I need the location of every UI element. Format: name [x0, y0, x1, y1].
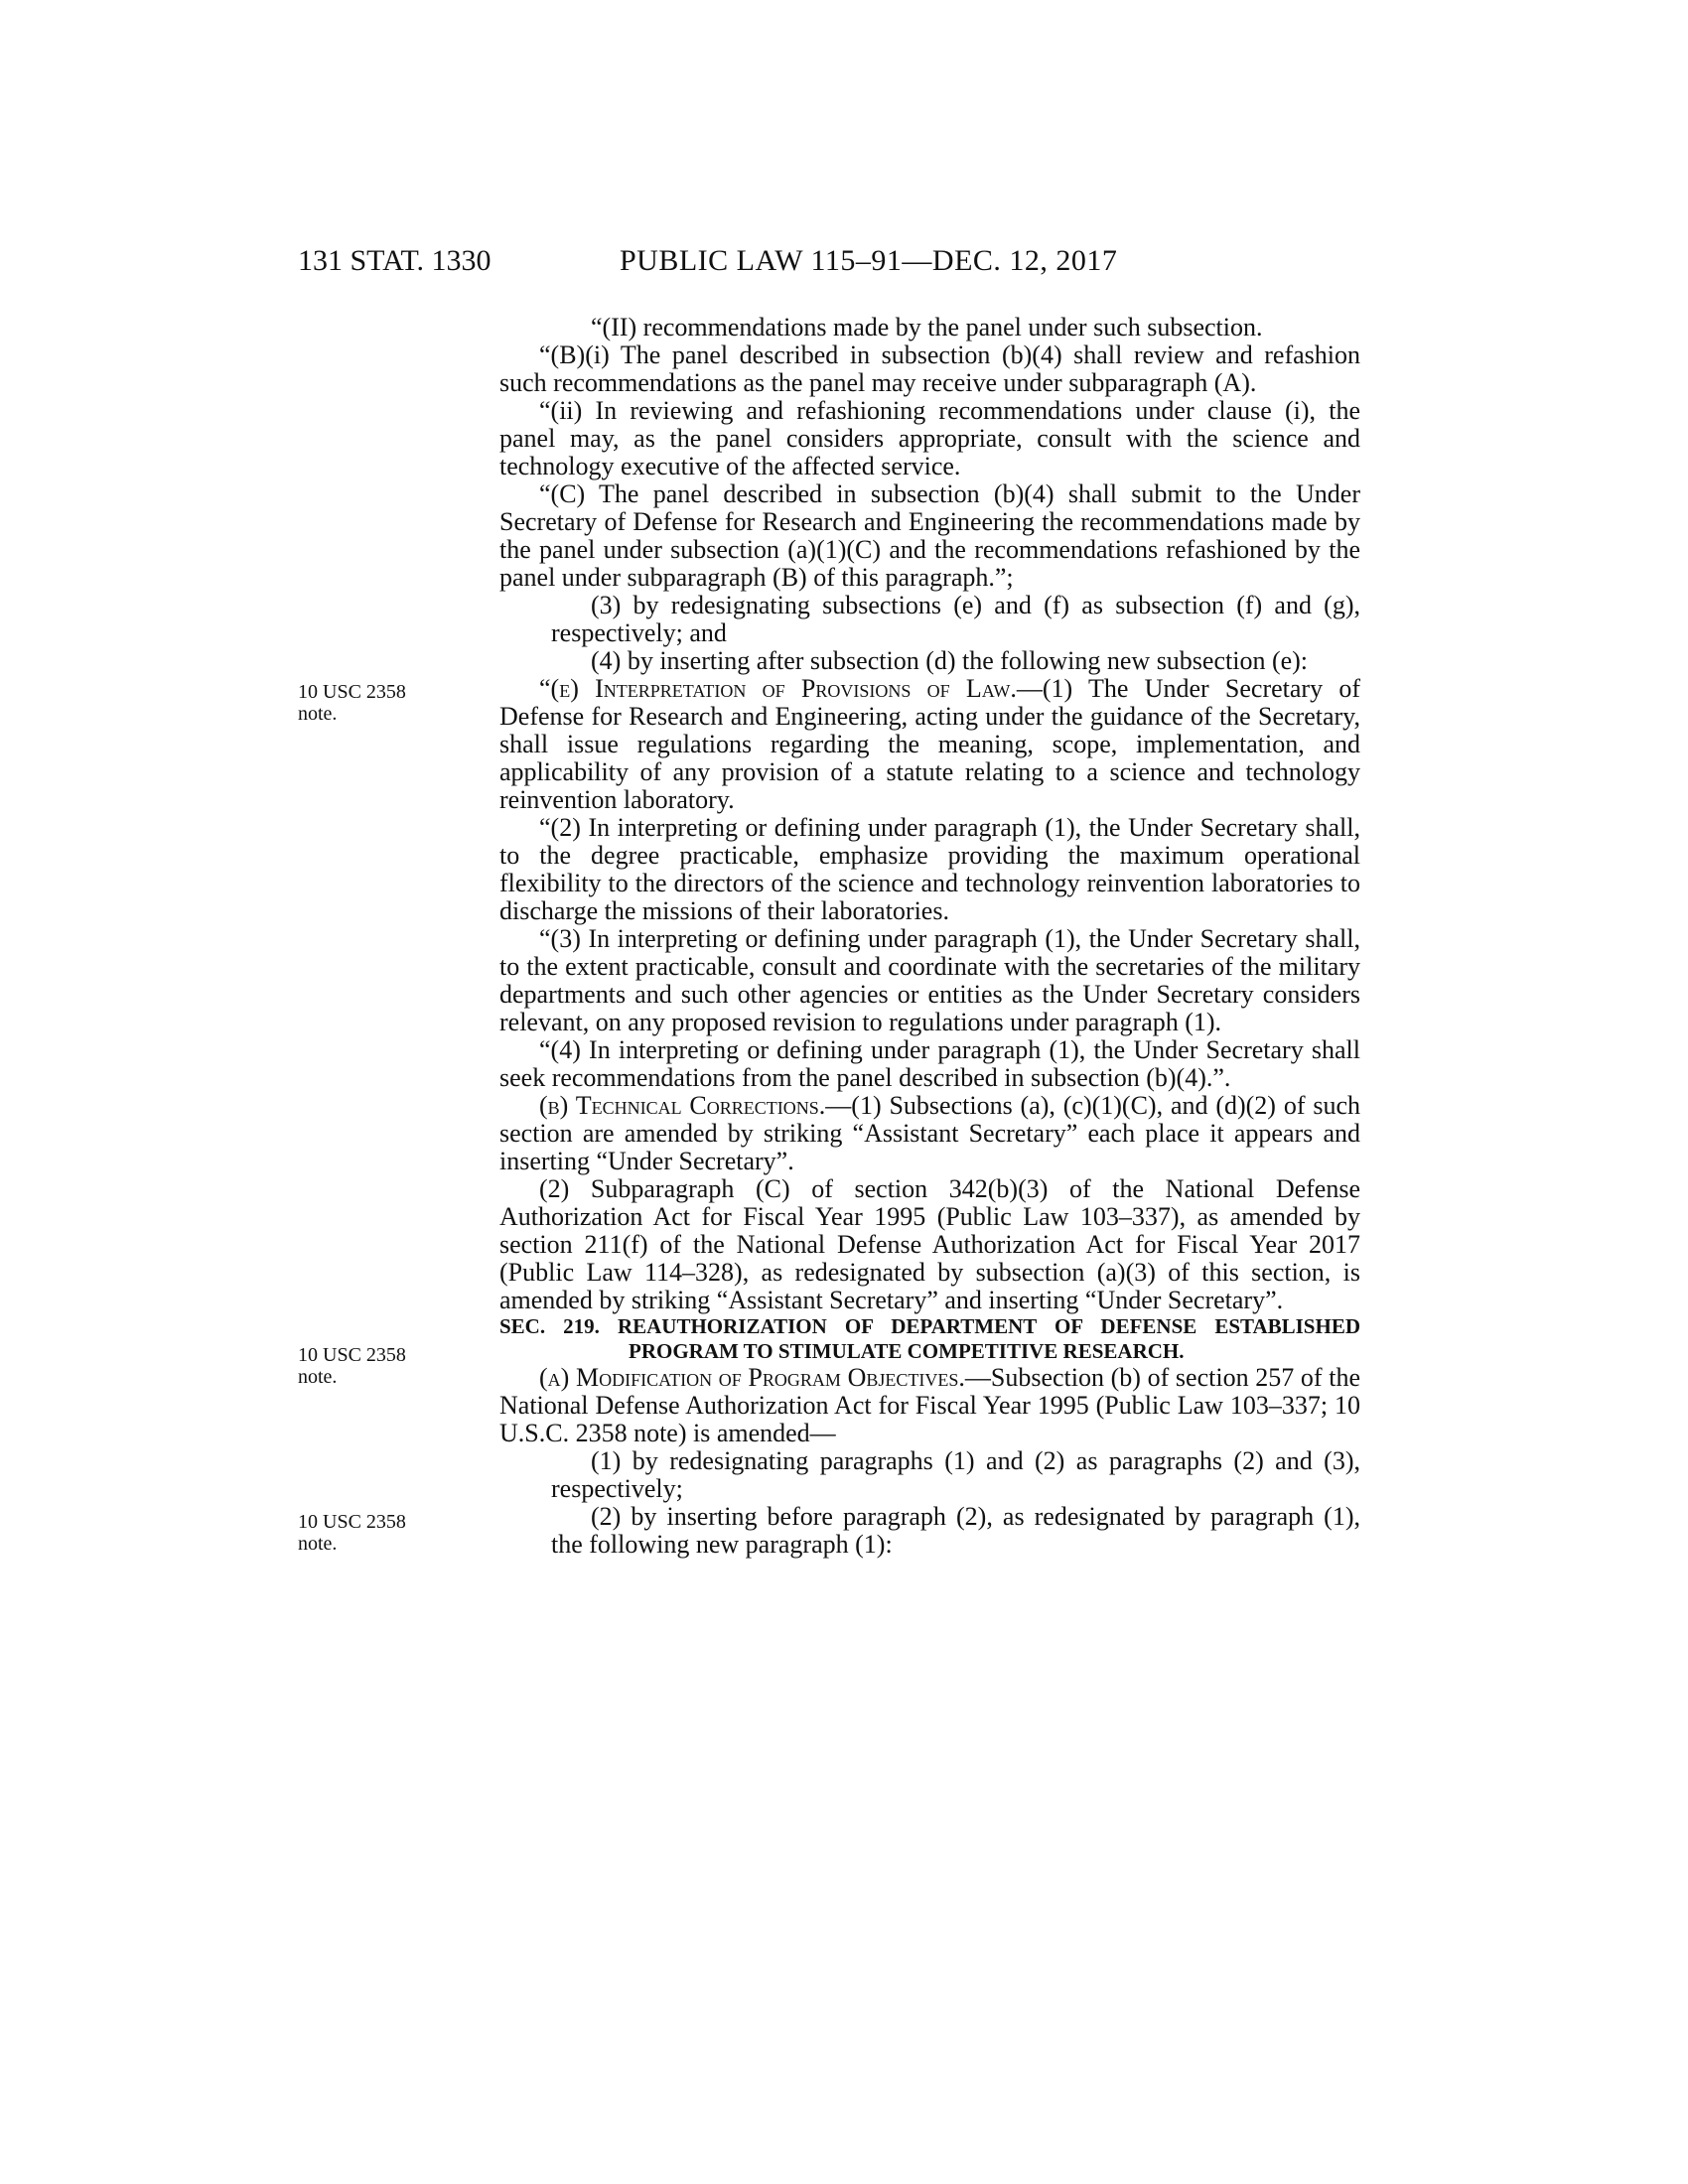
- paragraph: (2) Subparagraph (C) of section 342(b)(3) of the National Defense Authorization Act for Fiscal Year 1995 (Public Law 103–337), as amended by section 211(f) of the National Defense Authorization Act for Fiscal Year 2017 (Public Law 114–328), as redesignated by subsection (a)(3) of this section, is amended by striking “Assistant Secretary” and inserting “Under Secretary”.: [499, 1174, 1360, 1314]
- paragraph: (1) by redesignating paragraphs (1) and (2) as paragraphs (2) and (3), respectively;: [551, 1446, 1360, 1503]
- paragraph: [499, 1364, 1360, 1447]
- section-heading: SEC. 219. REAUTHORIZATION OF DEPARTMENT OF DEFENSE ESTABLISHED PROGRAM TO STIMULATE COMPETITIVE RESEARCH.: [499, 1314, 1360, 1363]
- margin-note-suffix: note.: [298, 1366, 338, 1388]
- paragraph-text: —(1) The Under Secretary of Defense for Research and Engineering, acting under the guidance of the Secretary, shall issue regulations regarding the meaning, scope, implementation, and applicability of any provision of a statute relating to a science and technology reinvention laboratory.: [499, 674, 1361, 814]
- margin-note: [298, 681, 427, 725]
- paragraph: “(ii) In reviewing and refashioning recommendations under clause (i), the panel may, as the panel considers appropriate, consult with the science and technology executive of the affected service.: [499, 396, 1360, 480]
- margin-note-suffix: note.: [298, 1533, 338, 1555]
- page-body: [499, 314, 1360, 1559]
- paragraph: “(B)(i) The panel described in subsection (b)(4) shall review and refashion such recommendations as the panel may receive under subparagraph (A).: [499, 341, 1360, 397]
- margin-note: [298, 1511, 427, 1555]
- paragraph: (2) by inserting before paragraph (2), as redesignated by paragraph (1), the following new paragraph (1):: [551, 1502, 1360, 1559]
- paragraph: (3) by redesignating subsections (e) and (f) as subsection (f) and (g), respectively; and: [551, 591, 1360, 647]
- margin-note-citation: 10 USC 2358: [298, 1344, 406, 1366]
- subsection-heading: (a) Modification of Program Objectives.: [539, 1363, 965, 1392]
- page-header: [0, 244, 1688, 284]
- paragraph: “(4) In interpreting or defining under paragraph (1), the Under Secretary shall seek recommendations from the panel described in subsection (b)(4).”.: [499, 1035, 1360, 1092]
- paragraph: “(C) The panel described in subsection (b)(4) shall submit to the Under Secretary of Defense for Research and Engineering the recommendations made by the panel under subsection (a)(1)(C) and the recommendations refashioned by the panel under subparagraph (B) of this paragraph.”;: [499, 479, 1360, 592]
- running-title: PUBLIC LAW 115–91—DEC. 12, 2017: [620, 244, 1118, 277]
- statute-page-number: 131 STAT. 1330: [298, 244, 492, 277]
- subsection-heading: (b) Technical Corrections.: [539, 1091, 826, 1120]
- paragraph: “(2) In interpreting or defining under paragraph (1), the Under Secretary shall, to the degree practicable, emphasize providing the maximum operational flexibility to the directors of the science and technology reinvention laboratories to discharge the missions of their laboratories.: [499, 813, 1360, 925]
- margin-note-citation: 10 USC 2358: [298, 1511, 406, 1533]
- paragraph-text: —(1) Subsections (a), (c)(1)(C), and (d)(2) of such section are amended by striking “Assistant Secretary” each place it appears and inserting “Under Secretary”.: [499, 1091, 1360, 1175]
- paragraph: “(3) In interpreting or defining under paragraph (1), the Under Secretary shall, to the extent practicable, consult and coordinate with the secretaries of the military departments and such other agencies or entities as the Under Secretary considers relevant, on any proposed revision to regulations under paragraph (1).: [499, 924, 1360, 1036]
- paragraph: [499, 1092, 1360, 1175]
- paragraph: [499, 675, 1360, 814]
- paragraph: “(II) recommendations made by the panel under such subsection.: [591, 313, 1263, 341]
- paragraph-text: —Subsection (b) of section 257 of the National Defense Authorization Act for Fiscal Year 1995 (Public Law 103–337; 10 U.S.C. 2358 note) is amended—: [499, 1363, 1360, 1447]
- margin-note-citation: 10 USC 2358: [298, 681, 406, 703]
- margin-note: [298, 1344, 427, 1388]
- paragraph: (4) by inserting after subsection (d) the following new subsection (e):: [591, 646, 1309, 675]
- subsection-heading: “(e) Interpretation of Provisions of Law.: [539, 674, 1017, 703]
- margin-note-suffix: note.: [298, 703, 338, 725]
